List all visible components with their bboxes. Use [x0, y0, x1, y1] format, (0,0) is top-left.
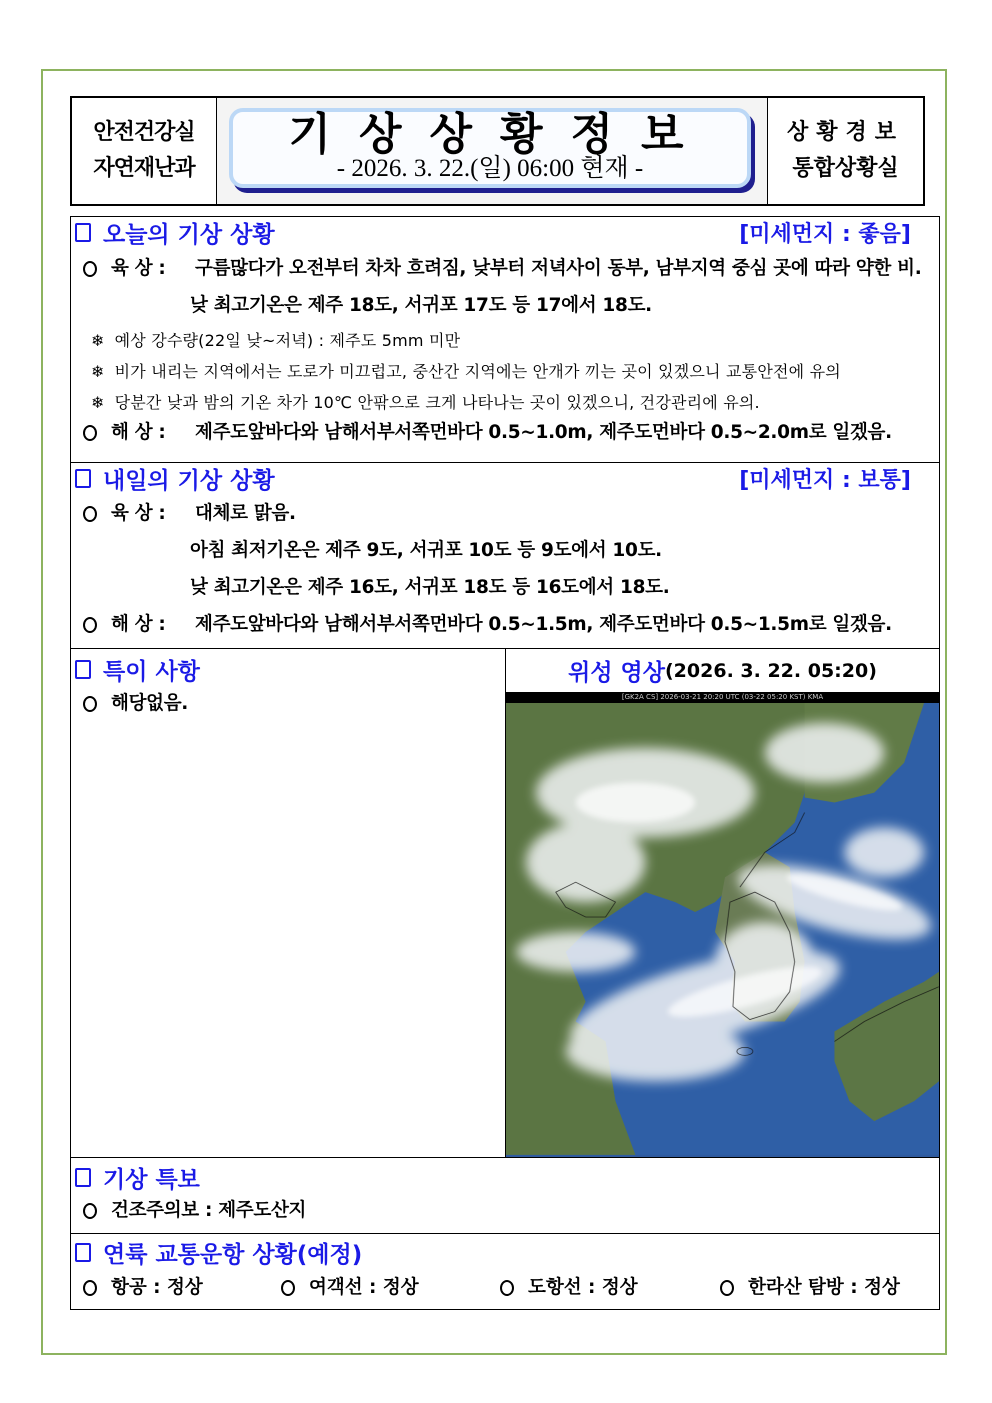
section-today [71, 217, 939, 463]
circle-bullet-icon [281, 1280, 295, 1296]
section-tomorrow [71, 463, 939, 649]
checkbox-icon [75, 223, 91, 242]
satellite-title [506, 649, 939, 692]
situation-room [767, 98, 923, 204]
land-max-temperature: 낮 최고기온은 제주 16도, 서귀포 18도 등 16도에서 18도. [190, 577, 670, 598]
circle-bullet-icon [83, 1280, 97, 1296]
section-weather-warning [71, 1158, 939, 1234]
section-special-satellite [71, 649, 939, 1158]
issuer-line1: 안전건강실 [93, 120, 195, 145]
section-transport [71, 1234, 939, 1309]
transport-item-air [83, 1270, 281, 1306]
title-area [217, 98, 767, 204]
satellite-caption: [GK2A CS] 2026-03-21 20:20 UTC (03-22 05:20 KST) KMA [506, 692, 939, 703]
land-min-temperature: 아침 최저기온은 제주 9도, 서귀포 10도 등 9도에서 10도. [190, 540, 662, 561]
sea-label: 해 상 : [111, 614, 166, 635]
land-label: 육 상 : [111, 258, 166, 279]
circle-bullet-icon [83, 696, 97, 712]
special-item: 해당없음. [111, 693, 189, 714]
satellite-image [506, 692, 939, 1157]
section-title: 오늘의 기상 상황 [103, 221, 275, 248]
checkbox-icon [75, 1168, 91, 1187]
sea-forecast: 제주도앞바다와 남해서부서쪽먼바다 0.5~1.5m, 제주도먼바다 0.5~1.5m로 일겠음. [195, 614, 892, 635]
warning-item: 건조주의보 : 제주도산지 [111, 1200, 307, 1221]
checkbox-icon [75, 469, 91, 488]
circle-bullet-icon [83, 617, 97, 633]
sea-label: 해 상 : [111, 422, 166, 443]
transport-item-label: 한라산 탐방 : 정상 [748, 1277, 900, 1298]
land-forecast: 대체로 맑음. [195, 503, 296, 524]
circle-bullet-icon [500, 1280, 514, 1296]
transport-item-label: 항공 : 정상 [111, 1277, 203, 1298]
room-line2: 통합상황실 [792, 156, 899, 181]
satellite-panel [506, 649, 939, 1157]
snowflake-bullet-icon: ❄ [91, 331, 105, 350]
transport-item-label: 여객선 : 정상 [309, 1277, 419, 1298]
document-date: - 2026. 3. 22.(일) 06:00 현재 - [336, 155, 644, 182]
satellite-map-image [506, 703, 939, 1155]
land-label: 육 상 : [111, 503, 166, 524]
section-title: 기상 특보 [103, 1166, 200, 1193]
issuer-department [72, 98, 217, 204]
circle-bullet-icon [83, 506, 97, 522]
transport-status-list [71, 1270, 939, 1306]
note-health: 당분간 낮과 밤의 기온 차가 10℃ 안팎으로 크게 나타나는 곳이 있겠으니, 건강관리에 유의. [114, 393, 760, 412]
snowflake-bullet-icon: ❄ [91, 362, 105, 381]
section-title: 특이 사항 [103, 658, 200, 685]
sea-forecast: 제주도앞바다와 남해서부서쪽먼바다 0.5~1.0m, 제주도먼바다 0.5~2.0m로 일겠음. [195, 422, 892, 443]
fine-dust-status: [미세먼지 : 보통] [739, 467, 911, 493]
land-temperature: 낮 최고기온은 제주 18도, 서귀포 17도 등 17에서 18도. [190, 295, 652, 316]
note-rainfall: 예상 강수량(22일 낮~저녁) : 제주도 5mm 미만 [114, 331, 461, 350]
issuer-line2: 자연재난과 [93, 156, 195, 181]
section-title: 연륙 교통운항 상황(예정) [103, 1241, 363, 1268]
satellite-datetime: (2026. 3. 22. 05:20) [665, 659, 877, 682]
circle-bullet-icon [83, 261, 97, 277]
circle-bullet-icon [83, 425, 97, 441]
transport-item-hallasan [720, 1270, 900, 1306]
special-notes [71, 649, 506, 1157]
fine-dust-status: [미세먼지 : 좋음] [739, 221, 911, 247]
circle-bullet-icon [83, 1203, 97, 1219]
note-traffic: 비가 내리는 지역에서는 도로가 미끄럽고, 중산간 지역에는 안개가 끼는 곳이 있겠으니 교통안전에 유의 [114, 362, 841, 381]
land-forecast: 구름많다가 오전부터 차차 흐려짐, 낮부터 저녁사이 동부, 남부지역 중심 곳에 따라 약한 비. [195, 258, 922, 279]
checkbox-icon [75, 1243, 91, 1262]
transport-item-label: 도항선 : 정상 [528, 1277, 638, 1298]
transport-item-island-ferry [500, 1270, 720, 1306]
document-header [70, 96, 925, 206]
snowflake-bullet-icon: ❄ [91, 393, 105, 412]
circle-bullet-icon [720, 1280, 734, 1296]
checkbox-icon [75, 660, 91, 679]
title-box [229, 108, 751, 188]
section-title: 내일의 기상 상황 [103, 467, 275, 494]
transport-item-ferry [281, 1270, 500, 1306]
document-title: 기상상황정보 [288, 109, 712, 160]
room-line1: 상황경보 [786, 120, 904, 145]
report-sheet [70, 216, 940, 1310]
satellite-title-label: 위성 영상 [568, 660, 665, 686]
